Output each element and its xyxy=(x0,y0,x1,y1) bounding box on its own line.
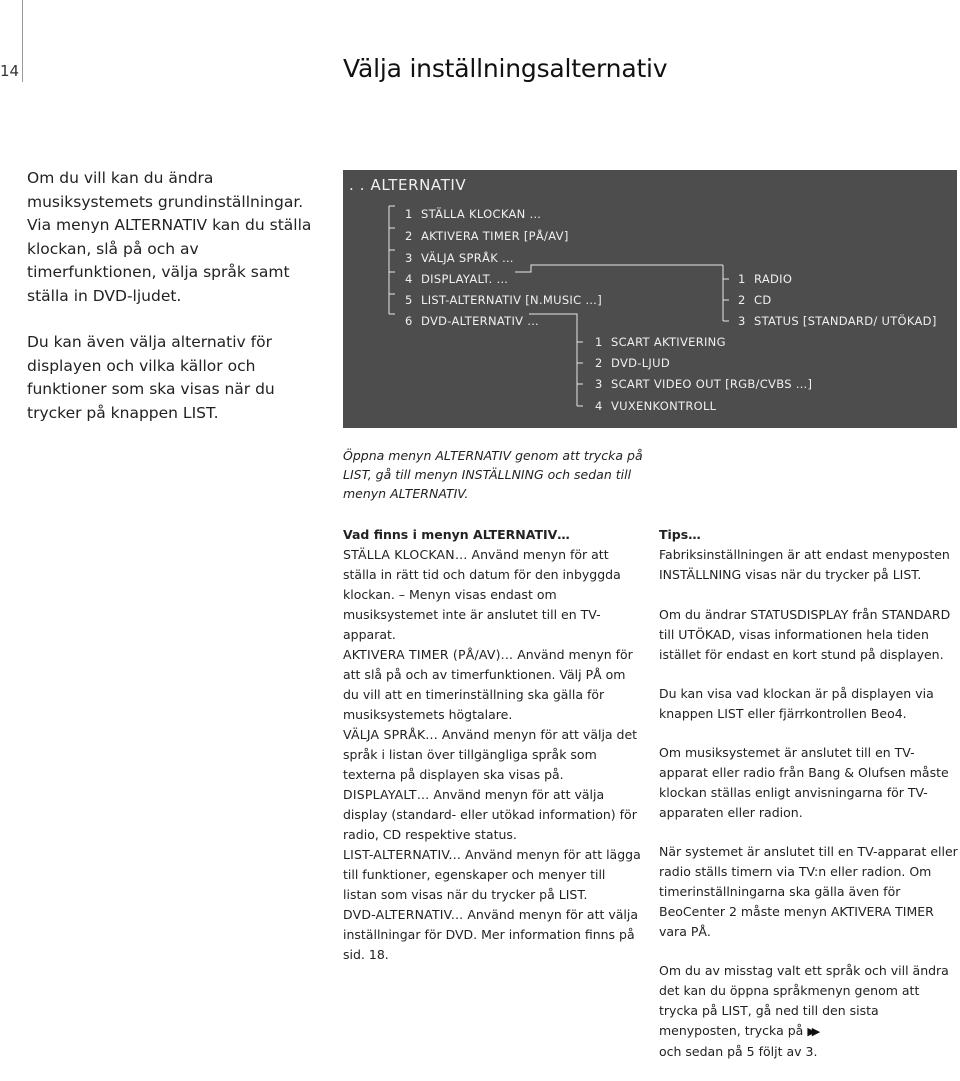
dvd-submenu-item: 3 SCART VIDEO OUT [RGB/CVBS …] xyxy=(595,377,813,391)
section-heading: Vad finns i menyn ALTERNATIV… xyxy=(343,527,570,542)
tip-paragraph: Om du ändrar STATUSDISPLAY från STANDARD till UTÖKAD, visas informationen hela tiden istället för endast en kort stund på displayen. xyxy=(659,607,951,662)
tip-paragraph: När systemet är anslutet till en TV-apparat eller radio ställs timern via TV:n eller radion. Om timerinställningarna ska gälla även för BeoCenter 2 måste menyn AKTIVERA TIMER vara PÅ. xyxy=(659,844,958,939)
definition-entry: LIST-ALTERNATIV... Använd menyn för att lägga till funktioner, egenskaper och menyer till listan som visas när du trycker på LIST. xyxy=(343,847,641,902)
definition-entry: DVD-ALTERNATIV... Använd menyn för att välja inställningar för DVD. Mer information finns på sid. 18. xyxy=(343,907,639,962)
tips-heading: Tips… xyxy=(659,527,701,542)
display-submenu-item: 2 CD xyxy=(738,293,772,307)
dvd-submenu-item: 1 SCART AKTIVERING xyxy=(595,335,726,349)
menu-diagram xyxy=(343,170,957,428)
menu-item: 5 LIST-ALTERNATIV [N.MUSIC …] xyxy=(405,293,602,307)
tip-paragraph: Fabriksinställningen är att endast menyposten INSTÄLLNING visas när du trycker på LIST. xyxy=(659,547,950,582)
definition-entry: VÄLJA SPRÅK... Använd menyn för att välja det språk i listan över tillgängliga språk som texterna på displayen ska visas på. xyxy=(343,727,638,782)
dvd-submenu-item: 2 DVD-LJUD xyxy=(595,356,670,370)
margin-rule xyxy=(22,0,23,82)
tip-paragraph: Du kan visa vad klockan är på displayen via knappen LIST eller fjärrkontrollen Beo4. xyxy=(659,686,934,721)
fast-forward-icon: ▶▶ xyxy=(807,1025,817,1038)
menu-item: 2 AKTIVERA TIMER [PÅ/AV] xyxy=(405,229,569,243)
tips-section xyxy=(659,525,959,1081)
definition-term: LIST-ALTERNATIV... xyxy=(343,847,462,862)
menu-item: 3 VÄLJA SPRÅK … xyxy=(405,251,514,265)
menu-item: 6 DVD-ALTERNATIV … xyxy=(405,314,540,328)
display-submenu-item: 1 RADIO xyxy=(738,272,793,286)
definition-term: DISPLAYALT… xyxy=(343,787,430,802)
page-title: Välja inställningsalternativ xyxy=(343,54,668,83)
menu-contents-section xyxy=(343,525,643,965)
intro-paragraph-2: Du kan även välja alternativ för displayen och vilka källor och funktioner som ska visas när du trycker på knappen LIST. xyxy=(27,333,275,422)
tip-paragraph: Om musiksystemet är anslutet till en TV-apparat eller radio från Bang & Olufsen måste klockan ställas enligt anvisningarna för TV-apparaten eller radion. xyxy=(659,745,949,820)
diagram-caption: Öppna menyn ALTERNATIV genom att trycka på LIST, gå till menyn INSTÄLLNING och sedan till menyn ALTERNATIV. xyxy=(343,448,643,501)
definition-term: STÄLLA KLOCKAN… xyxy=(343,547,468,562)
menu-item: 1 STÄLLA KLOCKAN … xyxy=(405,207,542,221)
definition-term: VÄLJA SPRÅK... xyxy=(343,727,438,742)
dvd-submenu-item: 4 VUXENKONTROLL xyxy=(595,399,717,413)
intro-paragraph-1: Om du vill kan du ändra musiksystemets grundinställningar. Via menyn ALTERNATIV kan du ställa klockan, slå på och av timerfunktionen, välja språk samt ställa in DVD-ljudet. xyxy=(27,169,312,305)
definition-entry: DISPLAYALT… Använd menyn för att välja display (standard- eller utökad information) för radio, CD respektive status. xyxy=(343,787,637,842)
definition-term: DVD-ALTERNATIV... xyxy=(343,907,464,922)
tip-paragraph: Om du av misstag valt ett språk och vill ändra det kan du öppna språkmenyn genom att trycka på LIST, gå ned till den sista menyposten, trycka på ▶▶ och sedan på 5 följt av 3. xyxy=(659,963,949,1059)
page-number: 14 xyxy=(0,62,20,80)
menu-title: . . ALTERNATIV xyxy=(349,176,467,194)
definition-entry: AKTIVERA TIMER (PÅ/AV)... Använd menyn för att slå på och av timerfunktionen. Välj PÅ om du vill att en timerinställning ska gälla för musiksystemets högtalare. xyxy=(343,647,633,722)
menu-item: 4 DISPLAYALT. … xyxy=(405,272,509,286)
definition-entry: STÄLLA KLOCKAN… Använd menyn för att ställa in rätt tid och datum för den inbyggda klockan. – Menyn visas endast om musiksystemet inte är anslutet till en TV-apparat. xyxy=(343,547,621,642)
definition-term: AKTIVERA TIMER (PÅ/AV)... xyxy=(343,647,514,662)
display-submenu-item: 3 STATUS [STANDARD/ UTÖKAD] xyxy=(738,314,937,328)
